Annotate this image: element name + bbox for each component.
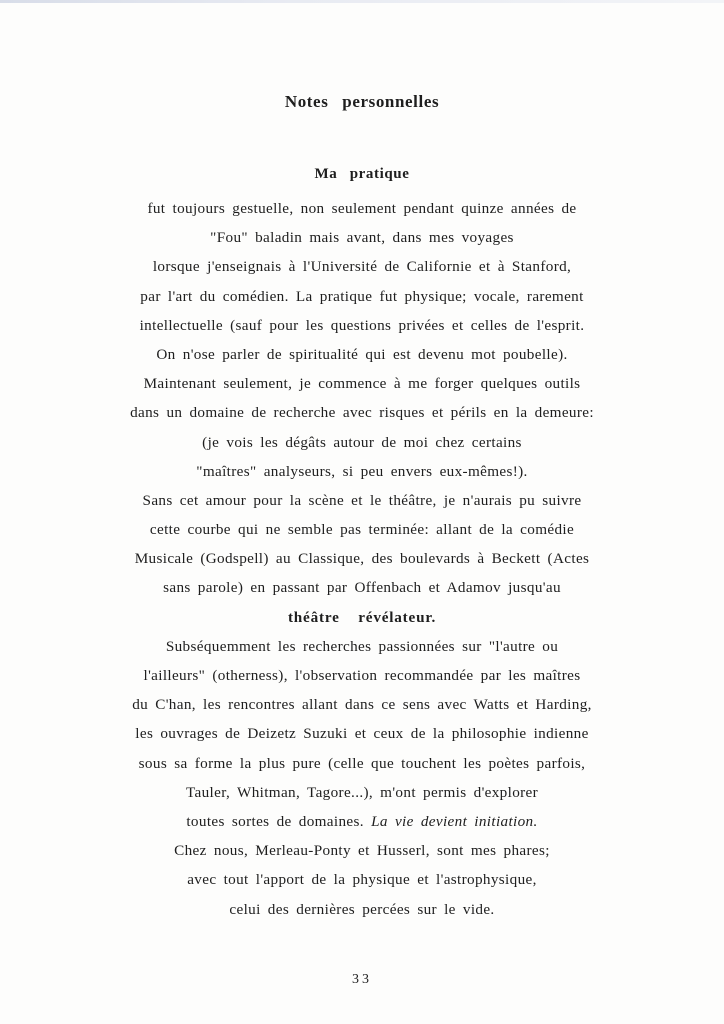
text-line: Musicale (Godspell) au Classique, des boulevards à Beckett (Actes [134,550,590,568]
text-line: On n'ose parler de spiritualité qui est devenu mot poubelle). [156,345,568,363]
text-line: du C'han, les rencontres allant dans ce sens avec Watts et Harding, [132,696,592,714]
text-line: sous sa forme la plus pure (celle que touchent les poètes parfois, [138,754,586,772]
text-line: sans parole) en passant par Offenbach et Adamov jusqu'au [163,579,561,597]
text-line: celui des dernières percées sur le vide. [229,900,495,918]
page-title: Notes personnelles [284,92,440,111]
text-segment: toutes sortes de domaines. [186,812,364,830]
text-line: Chez nous, Merleau-Ponty et Husserl, sont mes phares; [174,842,550,860]
mixed-text-line [0,807,724,836]
text-line: dans un domaine de recherche avec risques et périls en la demeure: [130,404,594,422]
page-number: 33 [352,972,372,987]
text-line: lorsque j'enseignais à l'Université de Californie et à Stanford, [152,258,572,276]
text-line: "Fou" baladin mais avant, dans mes voyages [210,229,514,247]
text-line: Tauler, Whitman, Tagore...), m'ont permis d'explorer [185,783,539,801]
text-line: Maintenant seulement, je commence à me forger quelques outils [143,375,581,393]
text-line: fut toujours gestuelle, non seulement pendant quinze années de [147,200,577,217]
text-line: cette courbe qui ne semble pas terminée: allant de la comédie [149,521,575,539]
scan-edge [0,0,724,3]
italic-text-segment: La vie devient initiation. [371,812,538,830]
text-line: "maîtres" analyseurs, si peu envers eux-mêmes!). [196,462,528,480]
text-line: Sans cet amour pour la scène et le théâtre, je n'aurais pu suivre [142,491,582,509]
text-line: intellectuelle (sauf pour les questions privées et celles de l'esprit. [139,316,585,334]
text-line: (je vois les dégâts autour de moi chez certains [202,433,522,451]
body-text [0,194,724,924]
text-line: avec tout l'apport de la physique et l'astrophysique, [187,871,537,889]
text-line: les ouvrages de Deizetz Suzuki et ceux de la philosophie indienne [135,725,589,743]
text-line: par l'art du comédien. La pratique fut physique; vocale, rarement [140,287,584,305]
text-line: l'ailleurs" (otherness), l'observation recommandée par les maîtres [143,667,581,684]
text-line: Subséquemment les recherches passionnées sur "l'autre ou [165,637,559,655]
emphasis-line: théâtre révélateur. [287,608,437,626]
section-heading: Ma pratique [314,166,410,182]
